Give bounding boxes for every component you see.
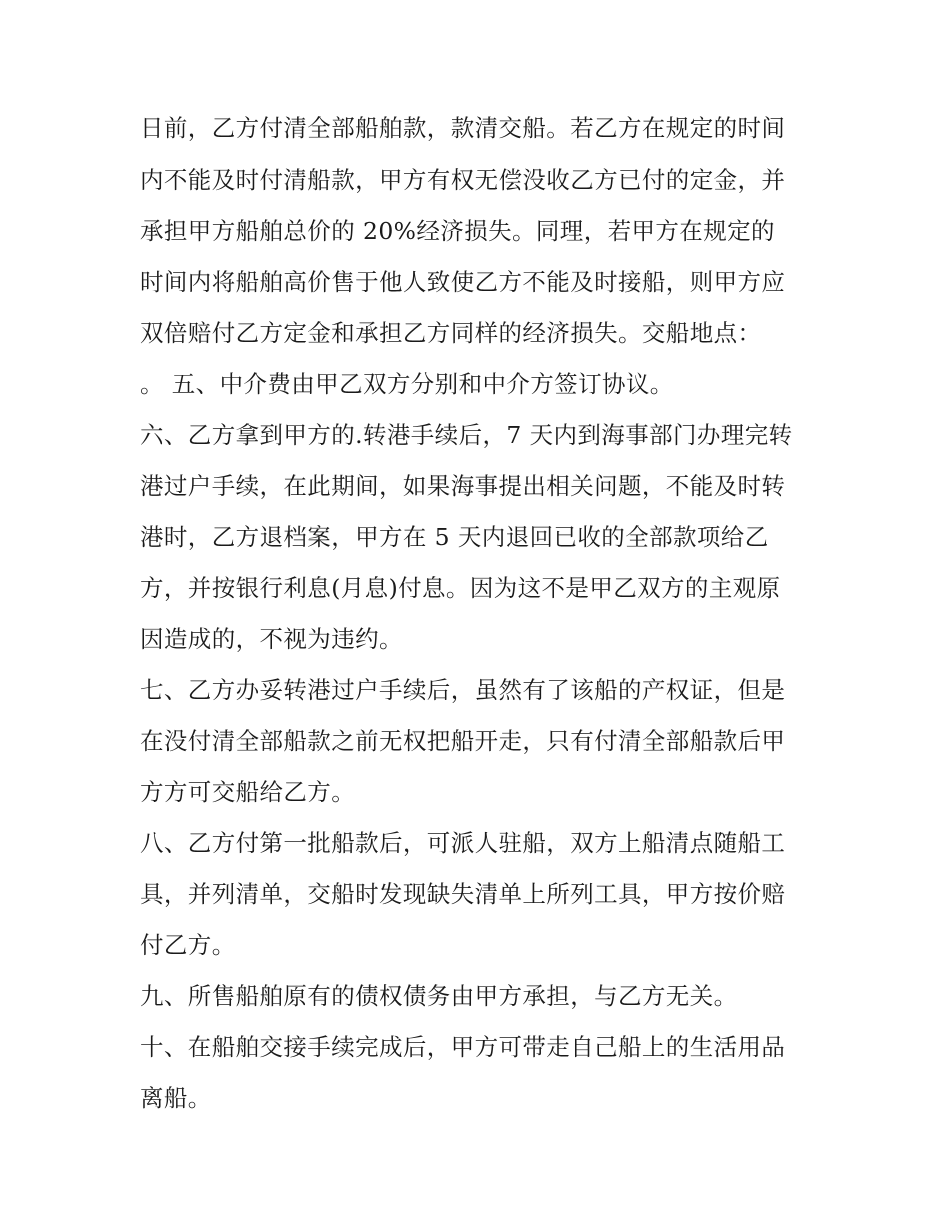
text-line: 港时，乙方退档案，甲方在 5 天内退回已收的全部款项给乙 [140,523,769,551]
text-line: 双倍赔付乙方定金和承担乙方同样的经济损失。交船地点： [140,319,762,347]
text-line: 在没付清全部船款之前无权把船开走，只有付清全部船款后甲 [140,727,786,755]
text-line: 七、乙方办妥转港过户手续后，虽然有了该船的产权证，但是 [140,676,786,704]
text-line: 港过户手续，在此期间，如果海事提出相关问题，不能及时转 [140,472,786,500]
text-line: 内不能及时付清船款，甲方有权无偿没收乙方已付的定金，并 [140,166,786,194]
text-line: 六、乙方拿到甲方的.转港手续后，7 天内到海事部门办理完转 [140,421,793,449]
text-line: 时间内将船舶高价售于他人致使乙方不能及时接船，则甲方应 [140,268,786,296]
text-line: 。 五、中介费由甲乙双方分别和中介方签订协议。 [140,370,674,398]
text-line: 付乙方。 [140,931,236,959]
text-line: 因造成的，不视为违约。 [140,625,403,653]
text-line: 方，并按银行利息(月息)付息。因为这不是甲乙双方的主观原 [140,574,781,602]
text-line: 方方可交船给乙方。 [140,778,356,806]
text-line: 十、在船舶交接手续完成后，甲方可带走自己船上的生活用品 [140,1033,786,1061]
text-line: 日前，乙方付清全部船舶款，款清交船。若乙方在规定的时间 [140,114,786,142]
text-line: 承担甲方船舶总价的 20%经济损失。同理，若甲方在规定的 [140,217,775,245]
text-line: 离船。 [140,1084,212,1112]
text-line: 具，并列清单，交船时发现缺失清单上所列工具，甲方按价赔 [140,880,786,908]
text-line: 八、乙方付第一批船款后，可派人驻船，双方上船清点随船工 [140,829,786,857]
text-line: 九、所售船舶原有的债权债务由甲方承担，与乙方无关。 [140,982,738,1010]
